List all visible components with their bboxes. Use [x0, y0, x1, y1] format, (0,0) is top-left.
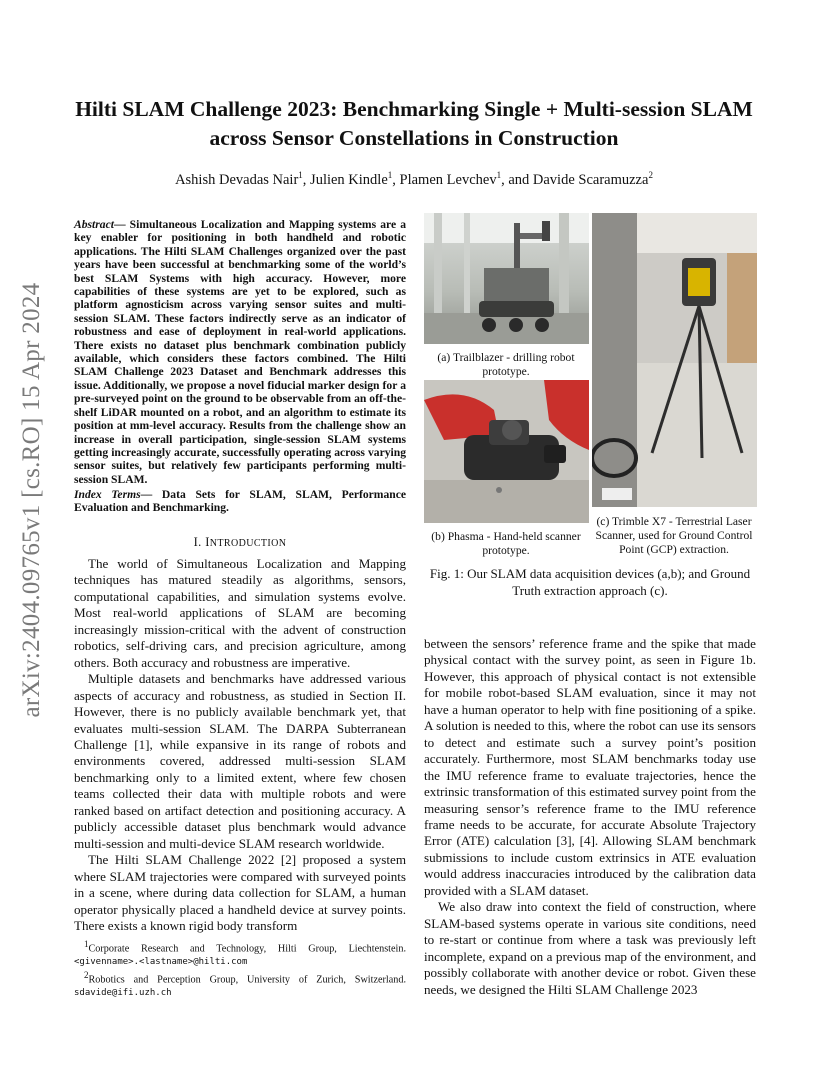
- footnote: $^1$Corporate Research and Technology, Hilti Group, Liechtenstein. <givenname>.<lastname>@hilti.com: [74, 939, 406, 967]
- author-name: Plamen Levchev: [399, 171, 497, 188]
- paragraph: The Hilti SLAM Challenge 2022 [2] proposed a system where SLAM trajectories were compared with surveyed points in a scene, where during data collection for SLAM, a human operator physically placed a handheld device at survey points. There exists a known rigid body transform: [74, 852, 406, 933]
- author-affiliation-mark: 1: [298, 170, 303, 180]
- paragraph: Multiple datasets and benchmarks have addressed various aspects of accuracy and robustness, as studied in Section II. However, there is no publicly available benchmark yet, that evaluates multi-session SLAM. The DARPA Subterranean Challenge [1], while expansive in its range of robots and environments covered, addressed multi-session SLAM benchmarking only to a limited extent, where few chosen teams collected their data with multiple robots and were ranked based on artifact detection and positioning accuracy. A publicly accessible dataset plus benchmark would advance multi-session and multi-device SLAM research worldwide.: [74, 671, 406, 851]
- photo-trailblazer-robot: [424, 213, 589, 344]
- paragraph: We also draw into context the field of construction, where SLAM-based systems operate in various site conditions, need to re-start or continue from where a task was previously left incomplete, expand on a previous map of the environment, and possibly collaborate with another device or robot. Given these needs, we designed the Hilti SLAM Challenge 2023: [424, 899, 756, 997]
- author-list: Ashish Devadas Nair$^1$, Julien Kindle$^1$, Plamen Levchev$^1$, and Davide Scaramuzza$^2$: [175, 170, 653, 188]
- paper-title: Hilti SLAM Challenge 2023: Benchmarking Single + Multi-session SLAM across Sensor Constellations in Construction: [75, 97, 753, 150]
- author-name: Ashish Devadas Nair: [175, 171, 299, 188]
- author-name: Julien Kindle: [310, 171, 388, 188]
- figure-caption: Fig. 1: Our SLAM data acquisition devices (a,b); and Ground Truth extraction approach (c).: [429, 566, 751, 598]
- left-column-body: [74, 556, 406, 934]
- index-terms-label: Index Terms: [74, 488, 141, 501]
- footnotes: [74, 938, 406, 999]
- photo-phasma-scanner: [424, 380, 589, 523]
- index-terms: Index Terms— Data Sets for SLAM, SLAM, Performance Evaluation and Benchmarking.: [74, 488, 406, 515]
- paragraph: The world of Simultaneous Localization and Mapping techniques has matured steadily as algorithms, sensors, computational capabilities, and simulation systems evolve. Most real-world applications of SLAM are becoming increasingly mission-critical with the advent of construction robotics, self-driving cars, and precision agriculture, among others. Both accuracy and robustness are imperative.: [74, 556, 406, 670]
- subfigure-caption-a: (a) Trailblazer - drilling robot prototype.: [437, 351, 575, 378]
- subfigure-caption-c: (c) Trimble X7 - Terrestrial Laser Scanner, used for Ground Control Point (GCP) extraction.: [595, 515, 753, 556]
- section-heading: I. INTRODUCTION: [193, 535, 287, 549]
- abstract-label: Abstract: [74, 218, 114, 231]
- arxiv-sidebar: [6, 260, 58, 740]
- author-name: Davide Scaramuzza: [532, 171, 649, 188]
- index-terms-text: Data Sets for SLAM, SLAM, Performance Evaluation and Benchmarking.: [74, 488, 406, 515]
- paragraph: between the sensors’ reference frame and the spike that made physical contact with the survey point, as seen in Figure 1b. However, this approach of physical contact is not extensible for mobile robot-based SLAM evaluation, since it may not have a human operator to help with fine positioning of a spike. A solution is needed to this, where the robot can use its sensors to detect and estimate such a survey point’s position accurately. Furthermore, most SLAM benchmarks today use the IMU reference frame to evaluate trajectories, hence the extrinsic transformation of this estimated survey point from the measuring sensor’s reference frame to the IMU reference frame needs to be accurate, for accurate Absolute Trajectory Error (ATE) calculation [3], [4]. Allowing SLAM benchmark submissions to include custom extrinsics in ATE evaluation would address inaccuracies introduced by the calibration data provided with a SLAM dataset.: [424, 636, 756, 898]
- author-affiliation-mark: 1: [387, 170, 393, 180]
- subfigure-caption-b: (b) Phasma - Hand-held scanner prototype.: [431, 530, 581, 557]
- arxiv-identifier: arXiv:2404.09765v1 [cs.RO] 15 Apr 2024: [18, 282, 45, 718]
- abstract: Abstract— Simultaneous Localization and Mapping systems are a key enabler for positioning in both handheld and robotic applications. The Hilti SLAM Challenges organized over the past years have been successful at benchmarking some of the world’s best SLAM Systems with high accuracy. However, more capabilities of these systems are yet to be explored, such as platform agnosticism across varying sensor suites and multi-session SLAM. These factors indirectly serve as an indicator of robustness and ease of deployment in real-world applications. There exists no dataset plus benchmark combination publicly available, which considers these factors combined. The Hilti SLAM Challenge 2023 Dataset and Benchmark addresses this issue. Additionally, we propose a novel fiducial marker design for a pre-surveyed point on the ground to be observable from an off-the-shelf LiDAR mounted on a robot, and an algorithm to estimate its position at mm-level accuracy. Results from the challenge show an increase in overall participation, single-session SLAM systems getting increasingly accurate, successfully operating across varying sensor suites, but relatively few participants performing multi-session SLAM.: [74, 218, 407, 486]
- author-affiliation-mark: 1: [496, 170, 502, 180]
- footnote: $^2$Robotics and Perception Group, University of Zurich, Switzerland. sdavide@ifi.uzh.ch: [74, 969, 406, 998]
- abstract-text: Simultaneous Localization and Mapping systems are a key enabler for positioning in both handheld and robotic applications. The Hilti SLAM Challenges organized over the past years have been successful at benchmarking some of the world’s best SLAM Systems with high accuracy. However, more capabilities of these systems are yet to be explored, such as platform agnosticism across varying sensor suites and multi-session SLAM. These factors indirectly serve as an indicator of robustness and ease of deployment in real-world applications. There exists no dataset plus benchmark combination publicly available, which considers these factors combined. The Hilti SLAM Challenge 2023 Dataset and Benchmark addresses this issue. Additionally, we propose a novel fiducial marker design for a pre-surveyed point on the ground to be observable from an off-the-shelf LiDAR mounted on a robot, and an algorithm to estimate its position at mm-level accuracy. Results from the challenge show an increase in overall participation, single-session SLAM systems getting increasingly accurate, successfully operating across varying sensor suites, but relatively few participants performing multi-session SLAM.: [74, 218, 407, 486]
- photo-trimble-x7: [592, 213, 757, 507]
- right-column-body: [424, 636, 756, 998]
- author-affiliation-mark: 2: [648, 170, 653, 180]
